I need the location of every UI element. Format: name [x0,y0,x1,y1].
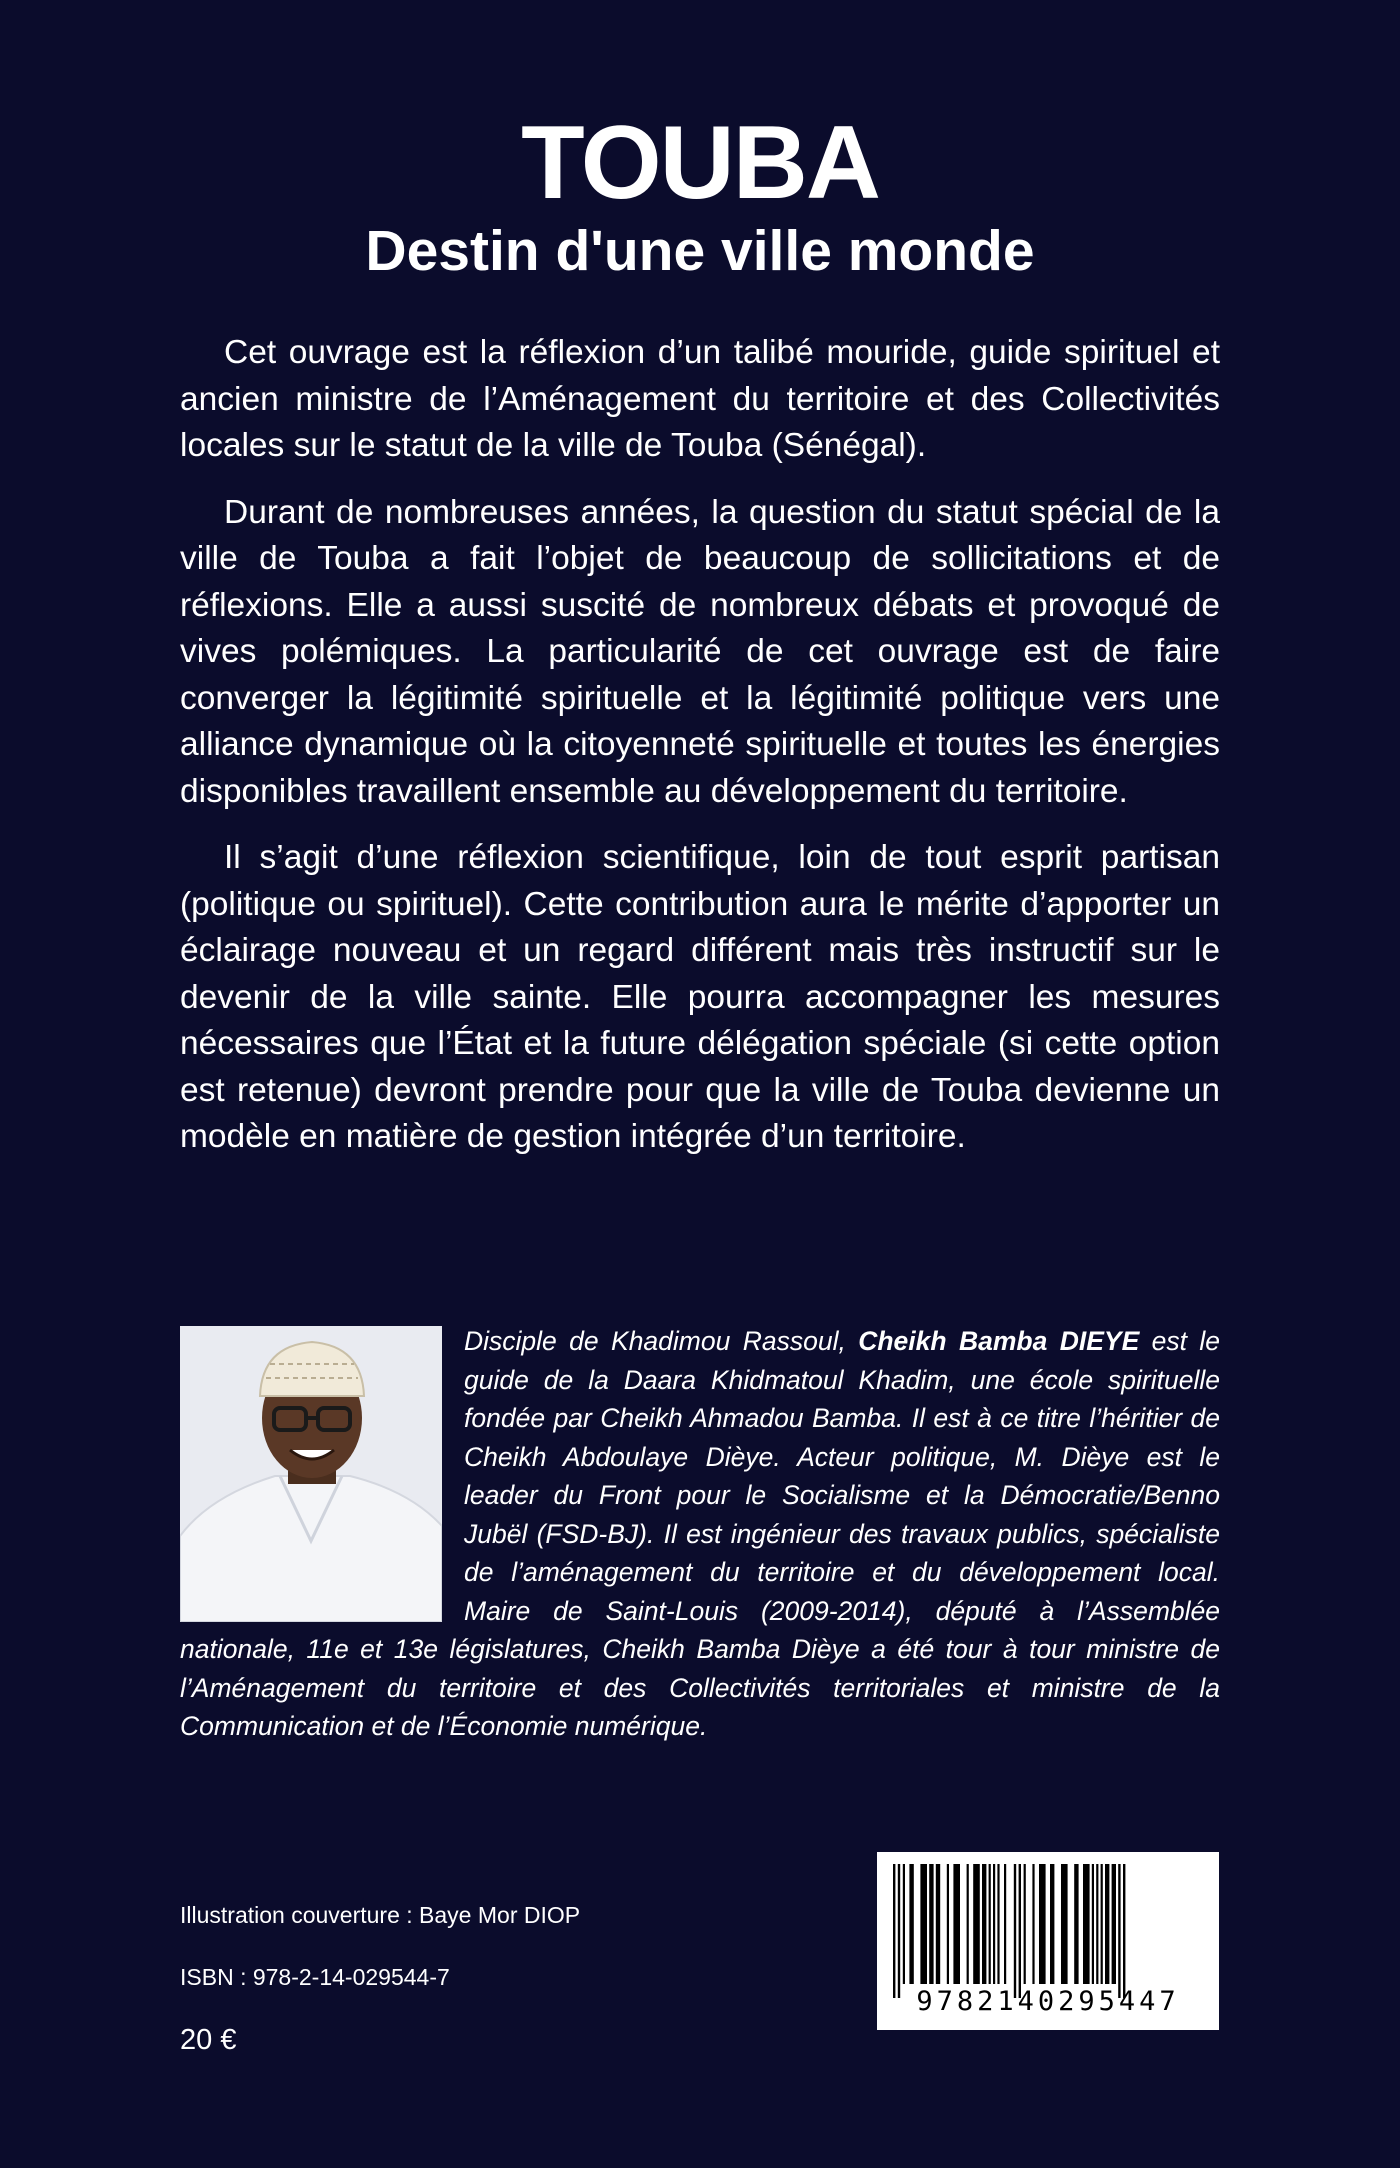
barcode-bar [909,1864,913,1984]
barcode-bar [1061,1864,1068,1984]
author-section [180,1322,1220,1746]
barcode-bar [1004,1864,1006,1984]
barcode [877,1852,1219,2030]
barcode-bar [1112,1864,1116,1984]
barcode-bar [1074,1864,1078,1984]
barcode-bar [1123,1864,1125,1998]
illustration-credit: Illustration couverture : Baye Mor DIOP [180,1902,581,1928]
barcode-number: 9782140295447 [916,1986,1180,2017]
barcode-bar [1118,1864,1120,1998]
barcode-bar [1083,1864,1090,1984]
blurb-paragraph: Cet ouvrage est la réflexion d’un talibé mouride, guide spirituel et ancien ministre de l’Aménagement du territoire et des Collectivités locales sur le statut de la ville de Touba (Sénégal). [180,334,1220,464]
blurb-paragraph: Il s’agit d’une réflexion scientifique, loin de tout esprit partisan (politique ou spirituel). Cette contribution aura le mérite d’apporter un éclairage nouveau et un regard différent mais très instructif sur le devenir de la ville sainte. Elle pourra accompagner les mesures nécessaires que l’État et la future délégation spéciale (si cette option est retenue) devront prendre pour que la ville de Touba devienne un modèle en matière de gestion intégrée d’un territoire. [180,839,1220,1155]
blurb [180,330,1220,1181]
barcode-bar [982,1864,986,1984]
barcode-bar [1096,1864,1098,1984]
book-title: TOUBA [521,105,879,221]
barcode-bar [893,1864,895,1998]
barcode-bar [953,1864,960,1984]
isbn: ISBN : 978-2-14-029544-7 [180,1964,450,1990]
barcode-bar [973,1864,980,1984]
author-bio-prefix: Disciple de Khadimou Rassoul, [464,1326,859,1356]
barcode-bar [993,1864,995,1984]
author-photo [180,1326,442,1622]
barcode-bar [1050,1864,1054,1984]
barcode-bar [1092,1864,1094,1984]
barcode-bar [903,1864,905,1984]
barcode-bar [1014,1864,1016,1998]
barcode-bar [936,1864,940,1984]
barcode-bar [967,1864,969,1984]
barcode-bar [1019,1864,1021,1998]
author-portrait-icon [180,1326,442,1622]
blurb-paragraph: Durant de nombreuses années, la question du statut spécial de la ville de Touba a fait l’objet de beaucoup de sollicitations et de réflexions. Elle a aussi suscité de nombreux débats et provoqué de vives polémiques. La particularité de cet ouvrage est de faire converger la légitimité spirituelle et la légitimité politique vers une alliance dynamique où la citoyenneté spirituelle et toutes les énergies disponibles travaillent ensemble au développement du territoire. [180,493,1220,810]
barcode-bar [997,1864,999,1984]
barcode-bar [989,1864,991,1984]
price: 20 € [180,2024,237,2056]
author-name: Cheikh Bamba DIEYE [858,1326,1140,1356]
barcode-bar [1105,1864,1109,1984]
author-bio-text: est le guide de la Daara Khidmatoul Khadim, une école spirituelle fondée par Cheikh Ahmadou Bamba. Il est à ce titre l’héritier de Cheikh Abdoulaye Dièye. Acteur politique, M. Dièye est le leader du Front pour le Socialisme et la Démocratie/Benno Jubël (FSD-BJ). Il est ingénieur des travaux publics, spécialiste de l’aménagement du territoire et du développement local. Maire de Saint-Louis (2009-2014), député à l’Assemblée nationale, 11e et 13e législatures, Cheikh Bamba Dièye a été tour à tour ministre de l’Aménagement du territoire et des Collectivités territoriales et ministre de la Communication et de l’Économie numérique. [180,1326,1220,1741]
barcode-bar [920,1864,927,1984]
barcode-bar [1024,1864,1026,1984]
barcode-bar [1039,1864,1046,1984]
barcode-bar [1032,1864,1034,1984]
barcode-bar [898,1864,900,1998]
book-subtitle: Destin d'une ville monde [365,219,1035,283]
barcode-bar [929,1864,933,1984]
barcode-bar [1101,1864,1103,1984]
barcode-bar [947,1864,949,1984]
